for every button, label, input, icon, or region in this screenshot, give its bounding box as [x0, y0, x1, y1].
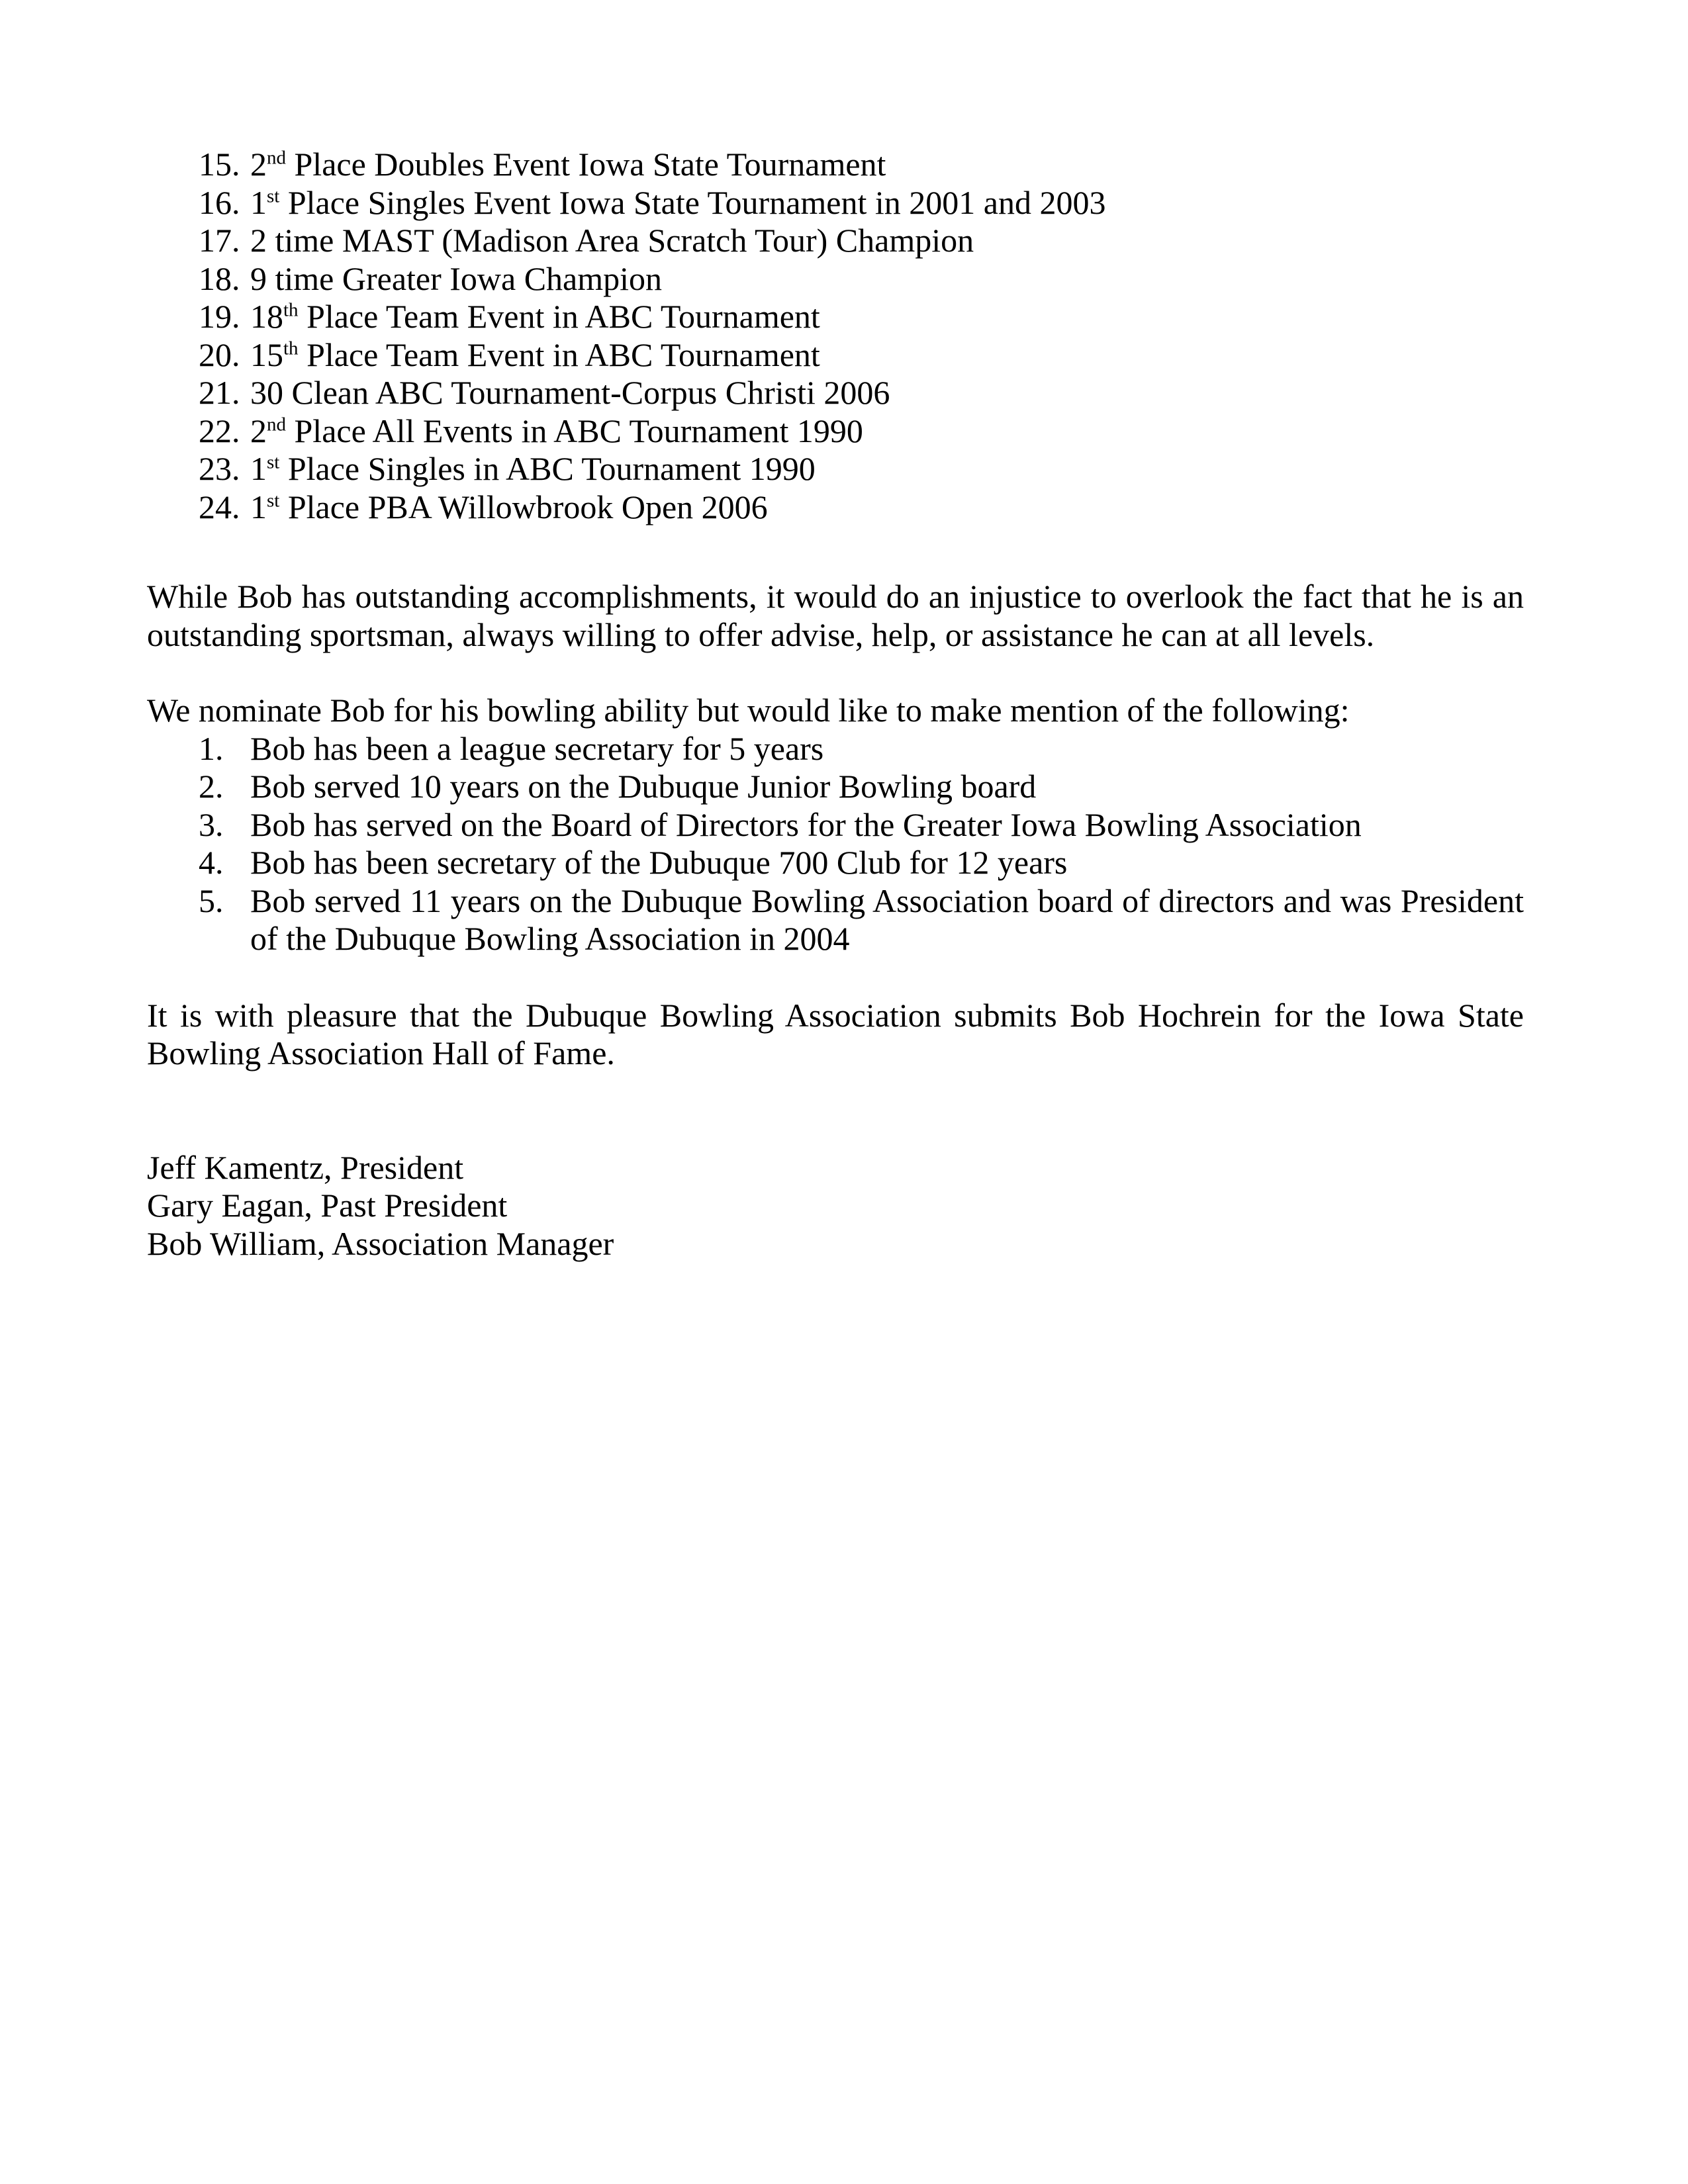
signature-line-past-president: Gary Eagan, Past President — [147, 1187, 508, 1224]
achievement-text-main: 15 — [250, 336, 283, 373]
achievement-text — [250, 184, 1105, 221]
list-number: 2. — [199, 768, 224, 805]
list-number: 18. — [199, 259, 240, 297]
achievement-item — [199, 450, 1524, 488]
list-number: 22. — [199, 412, 240, 449]
achievement-text — [250, 222, 974, 259]
achievement-item — [199, 222, 1524, 260]
ordinal-superscript: st — [267, 185, 280, 206]
achievement-text — [250, 336, 820, 373]
achievement-text — [250, 298, 820, 335]
service-item-text: Bob has been secretary of the Dubuque 700 Club for 12 years — [250, 844, 1068, 881]
achievement-text-main: 2 — [250, 412, 267, 449]
achievement-text-rest: Place All Events in ABC Tournament 1990 — [286, 412, 863, 449]
achievement-text-main: 2 — [250, 146, 267, 183]
achievement-text — [250, 260, 662, 297]
achievement-text-main: 18 — [250, 298, 283, 335]
list-number: 21. — [199, 374, 240, 411]
service-item-text: Bob has served on the Board of Directors for the Greater Iowa Bowling Association — [250, 805, 1362, 843]
service-item — [199, 768, 1524, 806]
list-number: 5. — [199, 882, 224, 919]
list-number: 19. — [199, 298, 240, 335]
achievements-list — [199, 146, 1524, 526]
signature-line-president: Jeff Kamentz, President — [147, 1148, 464, 1186]
achievement-text-main: 1 — [250, 488, 267, 525]
achievement-item — [199, 488, 1524, 527]
ordinal-superscript: nd — [267, 413, 286, 435]
achievement-text-rest: Place Doubles Event Iowa State Tournament — [286, 146, 886, 183]
achievement-text-rest: Place Singles Event Iowa State Tournament in 2001 and 2003 — [279, 183, 1106, 221]
list-number: 24. — [199, 488, 240, 525]
achievement-text — [250, 146, 886, 183]
service-item-text: Bob served 10 years on the Dubuque Junior Bowling board — [250, 768, 1037, 805]
service-item-text: Bob has been a league secretary for 5 years — [250, 729, 824, 767]
paragraph-sportsman: While Bob has outstanding accomplishments, it would do an injustice to overlook the fact that he is an outstanding sportsman, always willing to offer advise, help, or assistance he can at all levels. — [147, 578, 1524, 653]
service-item — [199, 844, 1524, 882]
achievement-text-main: 1 — [250, 450, 267, 487]
achievement-text-rest: Place PBA Willowbrook Open 2006 — [279, 488, 768, 525]
ordinal-superscript: st — [267, 489, 280, 511]
achievement-text-rest: Place Team Event in ABC Tournament — [298, 336, 820, 373]
achievement-text — [250, 412, 863, 449]
list-number: 15. — [199, 146, 240, 183]
list-number: 23. — [199, 450, 240, 487]
list-number: 17. — [199, 222, 240, 259]
achievement-item — [199, 412, 1524, 451]
signature-line-association-manager: Bob William, Association Manager — [147, 1224, 614, 1262]
list-number: 16. — [199, 183, 240, 221]
ordinal-superscript: nd — [267, 147, 286, 169]
service-list — [199, 730, 1524, 958]
service-item — [199, 806, 1524, 844]
achievement-item — [199, 184, 1524, 222]
signature-block — [147, 1149, 1524, 1263]
achievement-text — [250, 488, 768, 525]
achievement-text — [250, 374, 890, 411]
list-number: 1. — [199, 729, 224, 767]
achievement-text-main: 9 time Greater Iowa Champion — [250, 259, 663, 297]
achievement-item — [199, 298, 1524, 336]
achievement-item — [199, 374, 1524, 412]
paragraph-nominate-intro: We nominate Bob for his bowling ability but would like to make mention of the following: — [147, 692, 1350, 729]
achievement-item — [199, 336, 1524, 375]
achievement-item — [199, 146, 1524, 184]
service-item — [199, 882, 1524, 958]
achievement-text — [250, 450, 816, 487]
ordinal-superscript: th — [283, 299, 299, 321]
ordinal-superscript: th — [283, 337, 299, 359]
service-item — [199, 730, 1524, 768]
paragraph-closing: It is with pleasure that the Dubuque Bowling Association submits Bob Hochrein for the Iowa State Bowling Association Hall of Fame. — [147, 996, 1524, 1071]
achievement-text-rest: Place Team Event in ABC Tournament — [298, 298, 820, 335]
ordinal-superscript: st — [267, 451, 280, 473]
list-number: 3. — [199, 805, 224, 843]
achievement-item — [199, 260, 1524, 298]
list-number: 4. — [199, 844, 224, 881]
achievement-text-main: 1 — [250, 183, 267, 221]
service-item-text: Bob served 11 years on the Dubuque Bowling Association board of directors and was President of the Dubuque Bowling Association in 2004 — [250, 882, 1524, 957]
achievement-text-rest: Place Singles in ABC Tournament 1990 — [279, 450, 816, 487]
list-number: 20. — [199, 336, 240, 373]
achievement-text-main: 2 time MAST (Madison Area Scratch Tour) Champion — [250, 222, 974, 259]
achievement-text-main: 30 Clean ABC Tournament-Corpus Christi 2006 — [250, 374, 890, 411]
